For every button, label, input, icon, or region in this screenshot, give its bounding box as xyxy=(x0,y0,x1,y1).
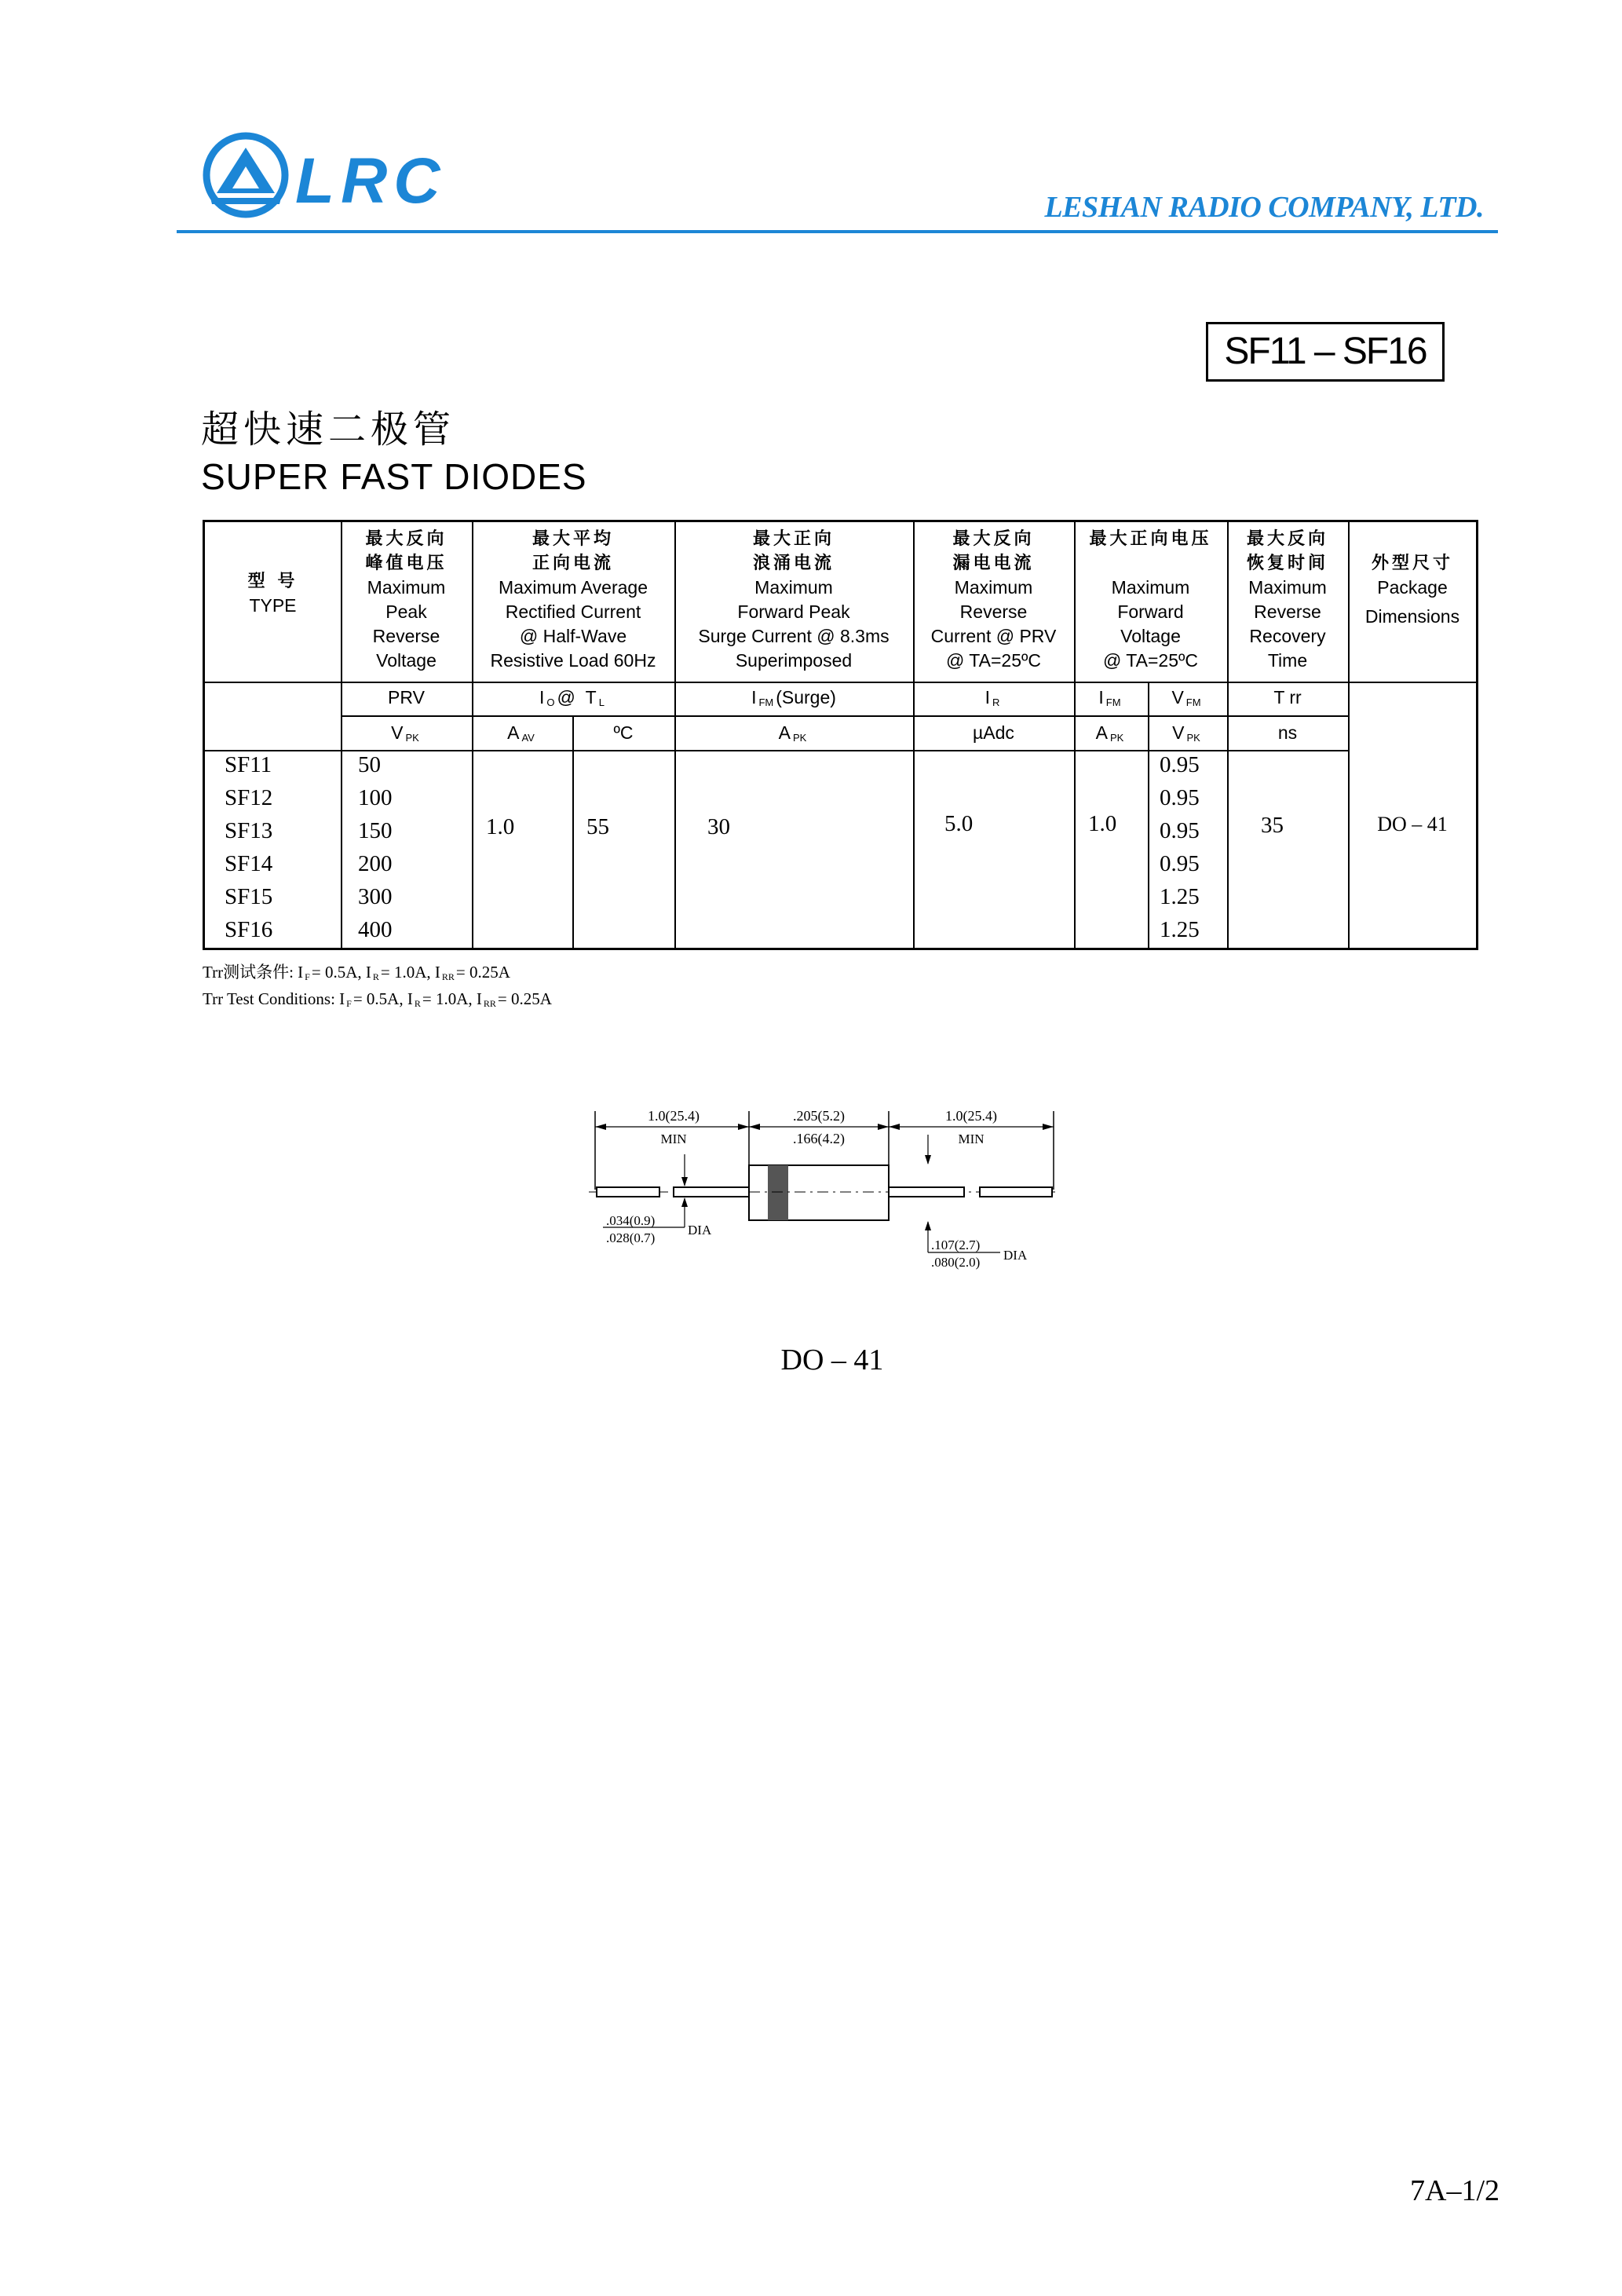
part-range-box: SF11 – SF16 xyxy=(1206,322,1445,382)
unit-vfm: V $_{PK}$ xyxy=(1172,722,1200,744)
col-divider xyxy=(572,717,574,949)
logo-text: LRC xyxy=(295,145,447,217)
symbol-trr: T rr xyxy=(1273,687,1302,707)
package-caption: DO – 41 xyxy=(780,1344,884,1377)
io-value: 1.0 xyxy=(486,814,515,839)
header-ifsm: 最大正向 浪涌电流 Maximum Forward Peak Surge Current @ 8.3ms Superimposed xyxy=(698,529,890,671)
type-cell: SF12 xyxy=(225,785,273,810)
vfm-cell: 0.95 xyxy=(1160,752,1200,777)
tl-value: 55 xyxy=(586,814,609,839)
type-cell: SF15 xyxy=(225,884,273,909)
symbol-ifm: I $_{FM}$ xyxy=(1098,687,1121,708)
header-trr: 最大反向 恢复时间 Maximum Reverse Recovery Time xyxy=(1246,529,1328,671)
spec-table xyxy=(203,520,1478,950)
note-test-conditions-en: Trr Test Conditions: I $_F$= 0.5A, I $_R$= 1.0A, I $_{RR}$= 0.25A xyxy=(203,989,552,1009)
cathode-band xyxy=(768,1165,788,1220)
dim-lead-dia-min: .028(0.7) xyxy=(606,1230,656,1245)
vfm-cell: 1.25 xyxy=(1160,884,1200,909)
symbol-vfm: V $_{FM}$ xyxy=(1171,687,1201,708)
header-prv: 最大反向 峰值电压 Maximum Peak Reverse Voltage xyxy=(365,529,448,671)
unit-ir: µAdc xyxy=(973,722,1014,743)
dim-lead-dia-max: .034(0.9) xyxy=(606,1213,656,1228)
unit-io: A $_{AV}$ xyxy=(507,722,535,744)
vfm-cell: 0.95 xyxy=(1160,818,1200,843)
vfm-cell: 1.25 xyxy=(1160,917,1200,942)
symbol-ifsm: I $_{FM}$ (Surge) xyxy=(751,687,836,708)
dim-lead-dia-label: DIA xyxy=(688,1223,712,1238)
symbol-prv: PRV xyxy=(388,687,425,707)
package-value: DO – 41 xyxy=(1377,813,1448,835)
type-cell: SF11 xyxy=(225,752,272,777)
type-cell: SF13 xyxy=(225,818,273,843)
dim-lead-left-min: MIN xyxy=(660,1132,687,1146)
prv-cell: 400 xyxy=(358,917,393,942)
dim-lead-left: 1.0(25.4) xyxy=(648,1108,700,1124)
do41-package-diagram xyxy=(589,1091,1060,1303)
ifsm-value: 30 xyxy=(707,814,730,839)
header-rule xyxy=(177,230,1498,233)
symbol-io: I $_O$ @ T $_L$ xyxy=(539,687,605,708)
vfm-cell: 0.95 xyxy=(1160,851,1200,876)
header-package: 外型尺寸 Package Dimensions xyxy=(1364,554,1460,627)
page-number: 7A–1/2 xyxy=(1410,2174,1500,2207)
dim-body-dia-label: DIA xyxy=(1003,1248,1028,1263)
title-english: SUPER FAST DIODES xyxy=(201,456,587,497)
header-type: 型 号 TYPE xyxy=(247,572,298,616)
prv-cell: 200 xyxy=(358,851,393,876)
dim-lead-right: 1.0(25.4) xyxy=(945,1108,997,1124)
dim-body-max: .205(5.2) xyxy=(793,1108,845,1124)
prv-cell: 100 xyxy=(358,785,393,810)
row-divider xyxy=(205,682,1477,683)
unit-prv: V $_{PK}$ xyxy=(391,722,419,744)
ir-value: 5.0 xyxy=(944,811,974,836)
header-vfm: 最大正向电压 Maximum Forward Voltage @ TA=25ºC xyxy=(1089,529,1212,671)
header-ir: 最大反向 漏电电流 Maximum Reverse Current @ PRV @ TA=25ºC xyxy=(930,529,1057,671)
row-divider xyxy=(341,715,1348,717)
row-divider xyxy=(205,750,1348,751)
dim-body-dia-max: .107(2.7) xyxy=(931,1238,981,1252)
unit-ifsm: A $_{PK}$ xyxy=(778,722,807,744)
vfm-cell: 0.95 xyxy=(1160,785,1200,810)
trr-value: 35 xyxy=(1261,813,1284,838)
lrc-logo xyxy=(203,130,477,221)
unit-tl: ºC xyxy=(613,722,634,743)
dim-body-min: .166(4.2) xyxy=(793,1131,845,1146)
dim-body-dia-min: .080(2.0) xyxy=(931,1255,981,1270)
header-io: 最大平均 正向电流 Maximum Average Rectified Current @ Half-Wave Resistive Load 60Hz xyxy=(490,529,656,671)
prv-cell: 300 xyxy=(358,884,393,909)
company-name: LESHAN RADIO COMPANY, LTD. xyxy=(1044,191,1484,224)
prv-cell: 150 xyxy=(358,818,393,843)
ifm-value: 1.0 xyxy=(1088,811,1117,836)
prv-cell: 50 xyxy=(358,752,381,777)
note-test-conditions-cn: Trr测试条件: I $_F$= 0.5A, I $_R$= 1.0A, I $_{RR}$= 0.25A xyxy=(203,963,510,982)
title-chinese: 超快速二极管 xyxy=(201,408,456,452)
unit-trr: ns xyxy=(1277,722,1298,743)
unit-ifm: A $_{PK}$ xyxy=(1095,722,1124,744)
dim-lead-right-min: MIN xyxy=(958,1132,985,1146)
type-cell: SF16 xyxy=(225,917,273,942)
symbol-ir: I $_R$ xyxy=(985,687,1000,708)
type-cell: SF14 xyxy=(225,851,273,876)
